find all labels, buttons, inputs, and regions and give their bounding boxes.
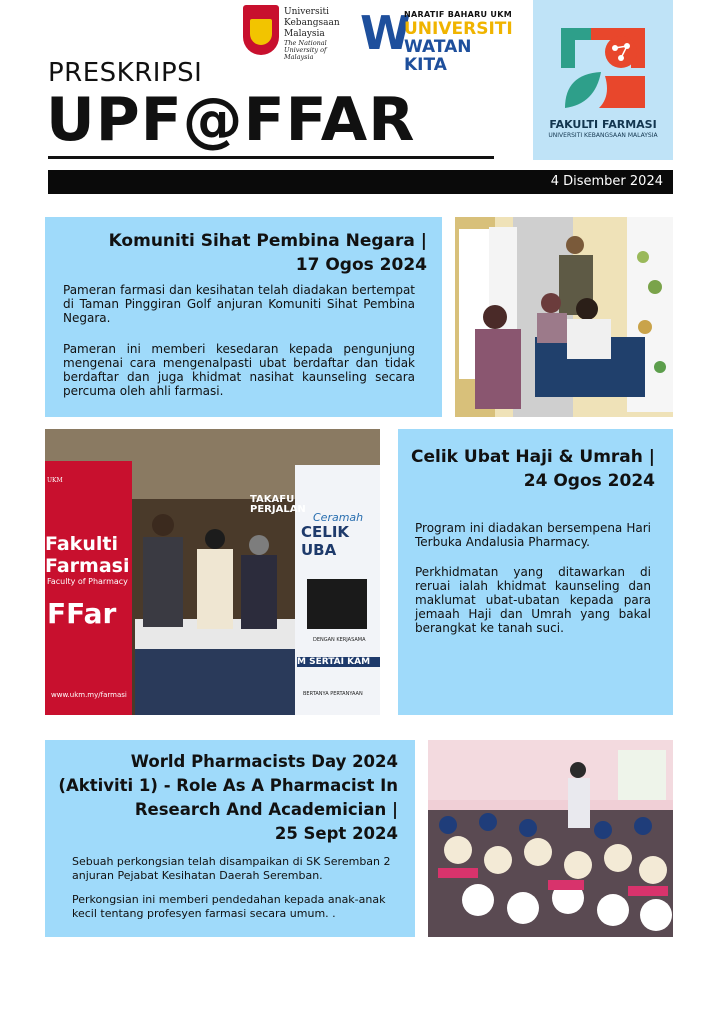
banner-ceramah: Ceramah <box>313 511 364 524</box>
photo-celik-ubat-booth <box>45 429 380 715</box>
faculty-name: FAKULTI FARMASI <box>549 118 657 131</box>
title-underline <box>48 156 494 159</box>
article-title: World Pharmacists Day 2024 (Aktiviti 1) - Role As A Pharmacist In Research And Academician | 25 Sept 2024 <box>58 752 398 843</box>
article-paragraph-1: Program ini diadakan bersempena Hari Terbuka Andalusia Pharmacy. <box>415 521 651 549</box>
article-paragraph-1: Pameran farmasi dan kesihatan telah diadakan bertempat di Taman Pinggiran Golf anjuran Komuniti Sihat Pembina Negara. <box>63 283 415 325</box>
ukm-subtitle: The National University of Malaysia <box>284 39 327 61</box>
faculty-emblem-icon <box>555 26 651 110</box>
banner-ffar: FFar <box>47 597 117 630</box>
uwk-line1: UNIVERSITI <box>404 19 513 39</box>
uwk-line2: WATAN KITA <box>404 37 472 75</box>
article-title: Celik Ubat Haji & Umrah | 24 Ogos 2024 <box>411 447 655 491</box>
w-mark-icon: W <box>360 6 411 60</box>
banner-url: www.ukm.my/farmasi <box>51 691 127 699</box>
banner-pertanyaan: BERTANYA PERTANYAAN <box>303 691 363 697</box>
article-world-pharmacists-card <box>45 740 415 937</box>
uwk-tagline: NARATIF BAHARU UKM <box>404 10 512 19</box>
banner-celik-ubat: CELIK UBA <box>301 523 350 559</box>
newsletter-kicker: PRESKRIPSI <box>48 58 203 88</box>
date-bar <box>48 170 673 194</box>
ukm-logo <box>243 5 355 61</box>
ukm-crest-icon <box>243 5 279 55</box>
article-paragraph-1: Sebuah perkongsian telah disampaikan di SK Seremban 2 anjuran Pejabat Kesihatan Daerah Seremban. <box>72 855 391 882</box>
banner-takaful: TAKAFU PERJALAN <box>250 494 306 515</box>
universiti-watan-kita-logo <box>360 6 520 75</box>
faculty-university: UNIVERSITI KEBANGSAAN MALAYSIA <box>548 132 658 139</box>
banner-sertai: M SERTAI KAM <box>297 657 380 667</box>
article-title: Komuniti Sihat Pembina Negara | 17 Ogos 2024 <box>108 231 427 275</box>
banner-faculty-of-pharmacy: Faculty of Pharmacy <box>47 577 128 586</box>
issue-date: 4 Disember 2024 <box>550 174 663 189</box>
article-paragraph-2: Pameran ini memberi kesedaran kepada pengunjung mengenai cara mengenalpasti ubat berdaftar dan tidak berdaftar dan juga khidmat nasihat kaunseling secara percuma oleh ahli farmasi. <box>63 342 415 398</box>
article-paragraph-2: Perkhidmatan yang ditawarkan di reruai ialah khidmat kaunseling dan maklumat ubat-ubatan kepada para jemaah Haji dan Umrah yang bakal berangkat ke tanah suci. <box>415 565 651 635</box>
article-paragraph-2: Perkongsian ini memberi pendedahan kepada anak-anak kecil tentang profesyen farmasi secara umum. . <box>72 893 386 920</box>
photo-komuniti-booth <box>455 217 673 417</box>
banner-ukm-text: UKM <box>47 477 63 484</box>
photo-school-talk <box>428 740 673 937</box>
faculty-logo-panel <box>533 0 673 160</box>
newsletter-title: UPF@FFAR <box>46 85 416 155</box>
banner-fakulti-farmasi: Fakulti Farmasi <box>45 533 130 577</box>
banner-kerjasama: DENGAN KERJASAMA <box>313 637 366 643</box>
article-komuniti-card <box>45 217 442 417</box>
article-celik-ubat-card <box>398 429 673 715</box>
booth-photo-image <box>455 217 673 417</box>
ukm-name: Universiti Kebangsaan Malaysia <box>284 7 340 39</box>
school-photo-image <box>428 740 673 937</box>
